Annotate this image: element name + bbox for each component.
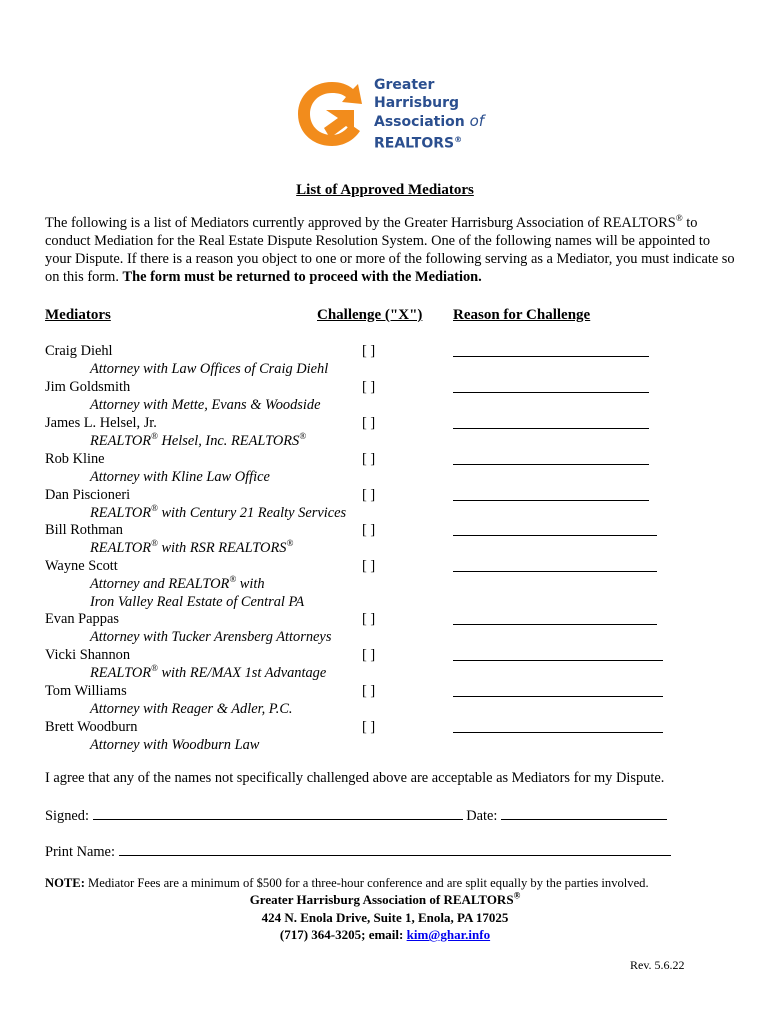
reason-header: Reason for Challenge xyxy=(453,307,591,323)
reason-field[interactable] xyxy=(453,464,649,465)
reason-field[interactable] xyxy=(453,571,657,572)
signature-row xyxy=(45,806,667,825)
challenge-checkbox[interactable]: [ ] xyxy=(362,451,376,467)
mediator-affiliation-line-2: Iron Valley Real Estate of Central PA xyxy=(90,594,305,610)
reason-field[interactable] xyxy=(453,392,649,393)
logo-line-2: Harrisburg xyxy=(374,95,460,111)
mediator-affiliation: Attorney with Mette, Evans & Woodside xyxy=(90,397,321,413)
logo-line-3: Association of xyxy=(374,112,485,130)
mediator-affiliation: Attorney with Tucker Arensberg Attorneys xyxy=(90,629,332,645)
challenge-checkbox[interactable]: [ ] xyxy=(362,611,376,627)
challenge-checkbox[interactable]: [ ] xyxy=(362,647,376,663)
reason-field[interactable] xyxy=(453,500,649,501)
email-link[interactable]: kim@ghar.info xyxy=(406,927,491,942)
association-logo xyxy=(292,76,492,156)
challenge-checkbox[interactable]: [ ] xyxy=(362,379,376,395)
page-title: List of Approved Mediators xyxy=(296,182,474,198)
challenge-checkbox[interactable]: [ ] xyxy=(362,487,376,503)
challenge-checkbox[interactable]: [ ] xyxy=(362,415,376,431)
challenge-checkbox[interactable]: [ ] xyxy=(362,719,376,735)
mediator-affiliation: REALTOR® with Century 21 Realty Services xyxy=(90,503,347,521)
mediator-affiliation: REALTOR® with RE/MAX 1st Advantage xyxy=(90,663,327,681)
mediator-affiliation: REALTOR® Helsel, Inc. REALTORS® xyxy=(90,431,307,449)
agreement-statement: I agree that any of the names not specifically challenged above are acceptable as Mediators for my Dispute. xyxy=(45,770,665,786)
signature-field[interactable] xyxy=(93,806,463,820)
mediator-name: Evan Pappas xyxy=(45,611,119,627)
revision-label: Rev. 5.6.22 xyxy=(630,958,685,972)
mediator-name: Wayne Scott xyxy=(45,558,118,574)
reason-field[interactable] xyxy=(453,428,649,429)
mediator-affiliation: REALTOR® with RSR REALTORS® xyxy=(90,538,294,556)
reason-field[interactable] xyxy=(453,696,663,697)
mediator-name: Brett Woodburn xyxy=(45,719,138,735)
mediator-affiliation: Attorney with Woodburn Law xyxy=(90,737,260,753)
mediator-affiliation: Attorney with Kline Law Office xyxy=(90,469,270,485)
fee-note xyxy=(45,876,649,891)
footer-contact: (717) 364-3205; email: kim@ghar.info xyxy=(279,927,491,942)
reason-field[interactable] xyxy=(453,356,649,357)
challenge-checkbox[interactable]: [ ] xyxy=(362,558,376,574)
mediator-name: Dan Piscioneri xyxy=(45,487,131,503)
print-name-label: Print Name: xyxy=(45,844,115,860)
print-name-row xyxy=(45,842,671,861)
footer-org: Greater Harrisburg Association of REALTORS® xyxy=(249,890,521,907)
signed-label: Signed: xyxy=(45,808,89,824)
reason-field[interactable] xyxy=(453,624,657,625)
reason-field[interactable] xyxy=(453,535,657,536)
logo-line-1: Greater xyxy=(374,77,435,93)
intro-paragraph: The following is a list of Mediators currently approved by the Greater Harrisburg Association of REALTORS® to conduct Mediation for the Real Estate Dispute Resolution System. One of the following names will be appointed to your Dispute. If there is a reason you object to one or more of the following serving as a Mediator, you must indicate so on this form. The form must be returned to proceed with the Mediation. xyxy=(45,213,735,285)
mediator-affiliation: Attorney and REALTOR® with xyxy=(90,574,265,592)
mediator-name: Jim Goldsmith xyxy=(45,379,131,395)
print-name-field[interactable] xyxy=(119,842,671,856)
challenge-checkbox[interactable]: [ ] xyxy=(362,522,376,538)
challenge-checkbox[interactable]: [ ] xyxy=(362,343,376,359)
g-arrow-logo-icon xyxy=(292,76,374,152)
reason-field[interactable] xyxy=(453,660,663,661)
note-text: Mediator Fees are a minimum of $500 for a three-hour conference and are split equally by the parties involved. xyxy=(84,876,649,890)
mediator-name: Bill Rothman xyxy=(45,522,123,538)
mediator-affiliation: Attorney with Law Offices of Craig Diehl xyxy=(90,361,329,377)
challenge-header: Challenge ("X") xyxy=(317,307,423,323)
reason-field[interactable] xyxy=(453,732,663,733)
footer-address: 424 N. Enola Drive, Suite 1, Enola, PA 17025 xyxy=(261,910,509,925)
mediator-name: Rob Kline xyxy=(45,451,105,467)
note-label: NOTE: xyxy=(45,876,85,890)
date-field[interactable] xyxy=(501,806,667,820)
challenge-checkbox[interactable]: [ ] xyxy=(362,683,376,699)
logo-line-4: REALTORS® xyxy=(374,135,463,152)
date-label: Date: xyxy=(466,808,498,824)
logo-wordmark xyxy=(374,76,484,153)
mediators-header: Mediators xyxy=(45,307,111,323)
mediator-affiliation: Attorney with Reager & Adler, P.C. xyxy=(90,701,293,717)
mediator-name: Craig Diehl xyxy=(45,343,113,359)
mediator-name: James L. Helsel, Jr. xyxy=(45,415,157,431)
mediator-name: Tom Williams xyxy=(45,683,127,699)
mediator-name: Vicki Shannon xyxy=(45,647,131,663)
